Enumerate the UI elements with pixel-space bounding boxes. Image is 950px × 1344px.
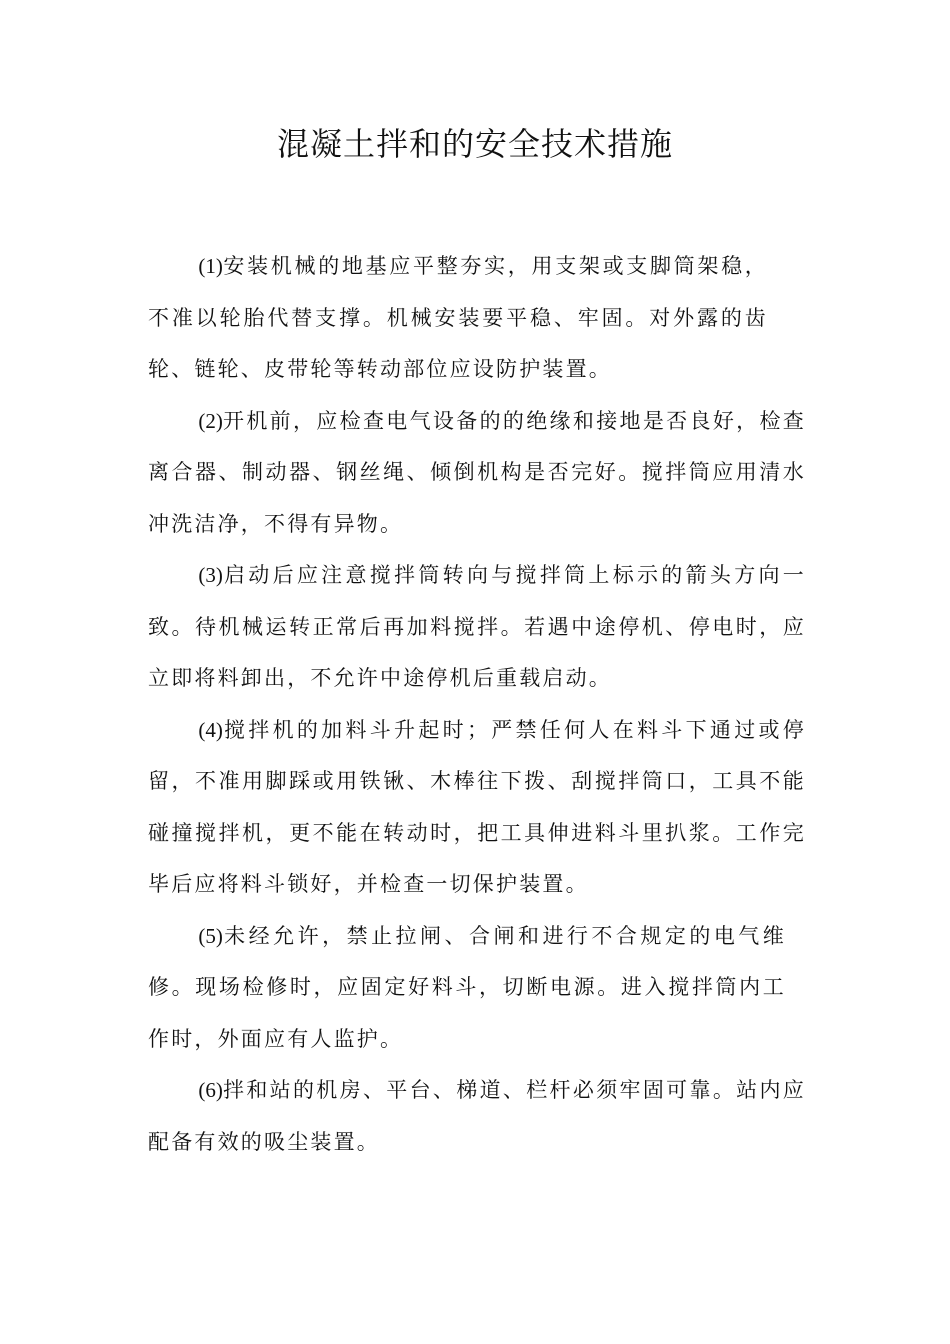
paragraph-5 bbox=[148, 911, 806, 1066]
paragraph-3 bbox=[148, 550, 806, 705]
paragraph-number: (3) bbox=[198, 563, 223, 587]
paragraph-number: (1) bbox=[198, 254, 223, 278]
paragraph-2 bbox=[148, 396, 806, 551]
paragraph-number: (4) bbox=[198, 717, 223, 742]
paragraph-4 bbox=[148, 705, 806, 911]
paragraph-number: (2) bbox=[198, 408, 223, 433]
paragraph-text: 未经允许，禁止拉闸、合闸和进行不合规定的电气维修。现场检修时，应固定好料斗，切断电源。进入搅拌筒内工作时，外面应有人监护。 bbox=[148, 923, 786, 1051]
paragraph-text: 安装机械的地基应平整夯实，用支架或支脚筒架稳，不准以轮胎代替支撑。机械安装要平稳、牢固。对外露的齿轮、链轮、皮带轮等转动部位应设防护装置。 bbox=[148, 254, 768, 381]
paragraph-6 bbox=[148, 1065, 806, 1168]
paragraph-number: (5) bbox=[198, 923, 223, 948]
paragraph-text: 启动后应注意搅拌筒转向与搅拌筒上标示的箭头方向一致。待机械运转正常后再加料搅拌。若遇中途停机、停电时，应立即将料卸出，不允许中途停机后重载启动。 bbox=[148, 563, 806, 690]
paragraph-number: (6) bbox=[198, 1078, 223, 1102]
page-title: 混凝土拌和的安全技术措施 bbox=[276, 125, 673, 163]
paragraph-1 bbox=[148, 241, 806, 396]
paragraph-text: 开机前，应检查电气设备的的绝缘和接地是否良好，检查离合器、制动器、钢丝绳、倾倒机构是否完好。搅拌筒应用清水冲洗洁净，不得有异物。 bbox=[148, 408, 806, 536]
document-body bbox=[148, 241, 806, 1168]
paragraph-text: 拌和站的机房、平台、梯道、栏杆必须牢固可靠。站内应配备有效的吸尘装置。 bbox=[148, 1078, 806, 1154]
paragraph-text: 搅拌机的加料斗升起时；严禁任何人在料斗下通过或停留，不准用脚踩或用铁锹、木棒往下拨、刮搅拌筒口，工具不能碰撞搅拌机，更不能在转动时，把工具伸进料斗里扒浆。工作完毕后应将料斗锁好，并检查一切保护装置。 bbox=[148, 717, 806, 896]
